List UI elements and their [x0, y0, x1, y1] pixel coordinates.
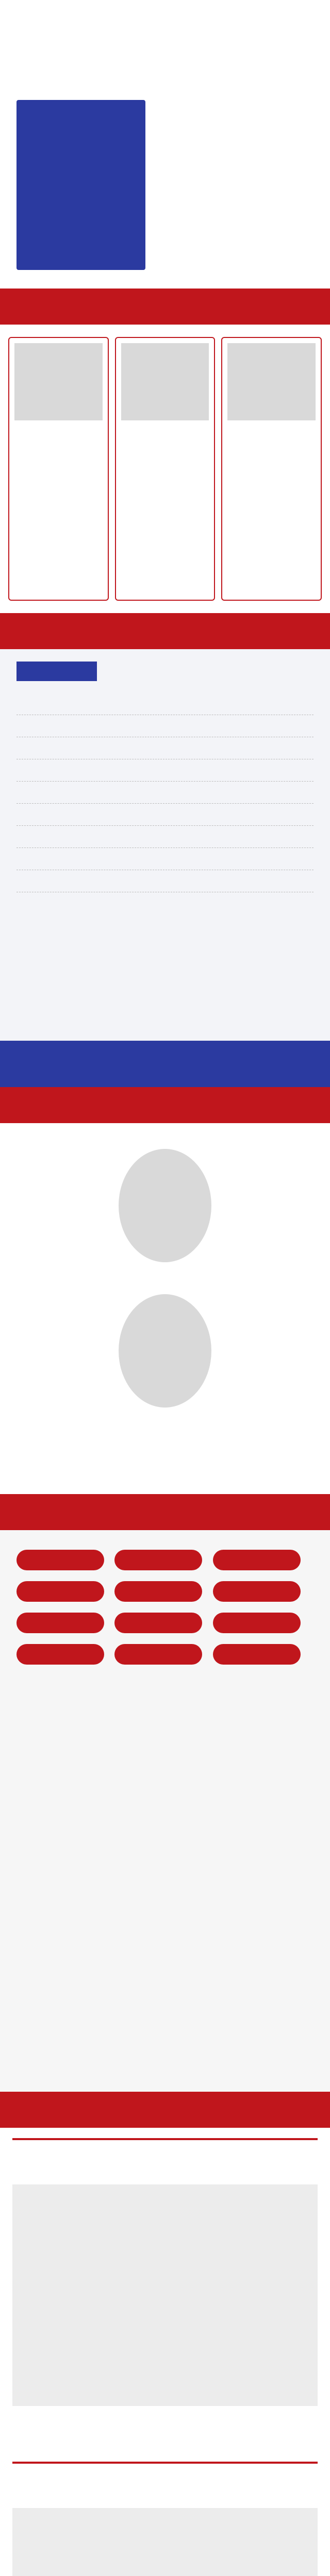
feature-description [12, 2490, 318, 2501]
feature-title [12, 2471, 318, 2485]
mindmap-node [16, 1550, 104, 1570]
portraits-heading [0, 1087, 330, 1123]
portrait-caption [16, 1418, 314, 1429]
mindmap-node [213, 1613, 301, 1633]
mindmap-node [213, 1581, 301, 1602]
hero-banner [0, 0, 330, 289]
mindmap-node [114, 1581, 202, 1602]
author-photo [121, 343, 209, 420]
author-name [14, 426, 103, 436]
hero-subtitle [16, 49, 314, 69]
mindmap-node [114, 1550, 202, 1570]
endorsement-row [16, 715, 314, 737]
endorsement-row [16, 826, 314, 848]
endorsement-row [16, 804, 314, 826]
mindmap-node [213, 1550, 301, 1570]
author-card [115, 337, 216, 601]
feature-list [0, 2128, 330, 2576]
endorsement-row [16, 693, 314, 715]
mindmap-node [16, 1613, 104, 1633]
features-heading [0, 2092, 330, 2128]
hero-title [16, 21, 314, 45]
authors-heading [0, 289, 330, 325]
author-card [8, 337, 109, 601]
author-portrait [119, 1294, 211, 1408]
feature-block [12, 2462, 318, 2576]
mindmap-node [16, 1581, 104, 1602]
endorsement-row [16, 848, 314, 870]
mindmap-heading [0, 1494, 330, 1530]
author-portraits [0, 1123, 330, 1494]
endorsement-panel [0, 649, 330, 1041]
mindmap-node [114, 1644, 202, 1665]
author-name [227, 426, 316, 436]
author-bio [121, 443, 209, 452]
author-name [121, 426, 209, 436]
feature-sample-page [12, 2184, 318, 2406]
feature-title [12, 2147, 318, 2162]
portrait-caption [16, 1273, 314, 1284]
mindmap-node [114, 1613, 202, 1633]
author-bio [227, 443, 316, 452]
recommend-heading [0, 613, 330, 649]
endorsement-row [16, 759, 314, 782]
chapter-mind-map [0, 1530, 330, 2092]
feature-block [12, 2138, 318, 2446]
endorsement-tag [16, 662, 97, 681]
hero-tagline [16, 76, 314, 88]
award-banner [0, 1041, 330, 1087]
endorsement-row [16, 737, 314, 759]
author-card [221, 337, 322, 601]
endorsement-row [16, 870, 314, 892]
endorsement-row [16, 782, 314, 804]
author-photo [227, 343, 316, 420]
author-bio [14, 443, 103, 452]
author-portrait [119, 1149, 211, 1262]
author-cards [0, 325, 330, 613]
book-cover-image [16, 100, 145, 270]
feature-description [12, 2167, 318, 2177]
feature-sample-page [12, 2508, 318, 2576]
mindmap-node [213, 1644, 301, 1665]
mindmap-node [16, 1644, 104, 1665]
author-photo [14, 343, 103, 420]
